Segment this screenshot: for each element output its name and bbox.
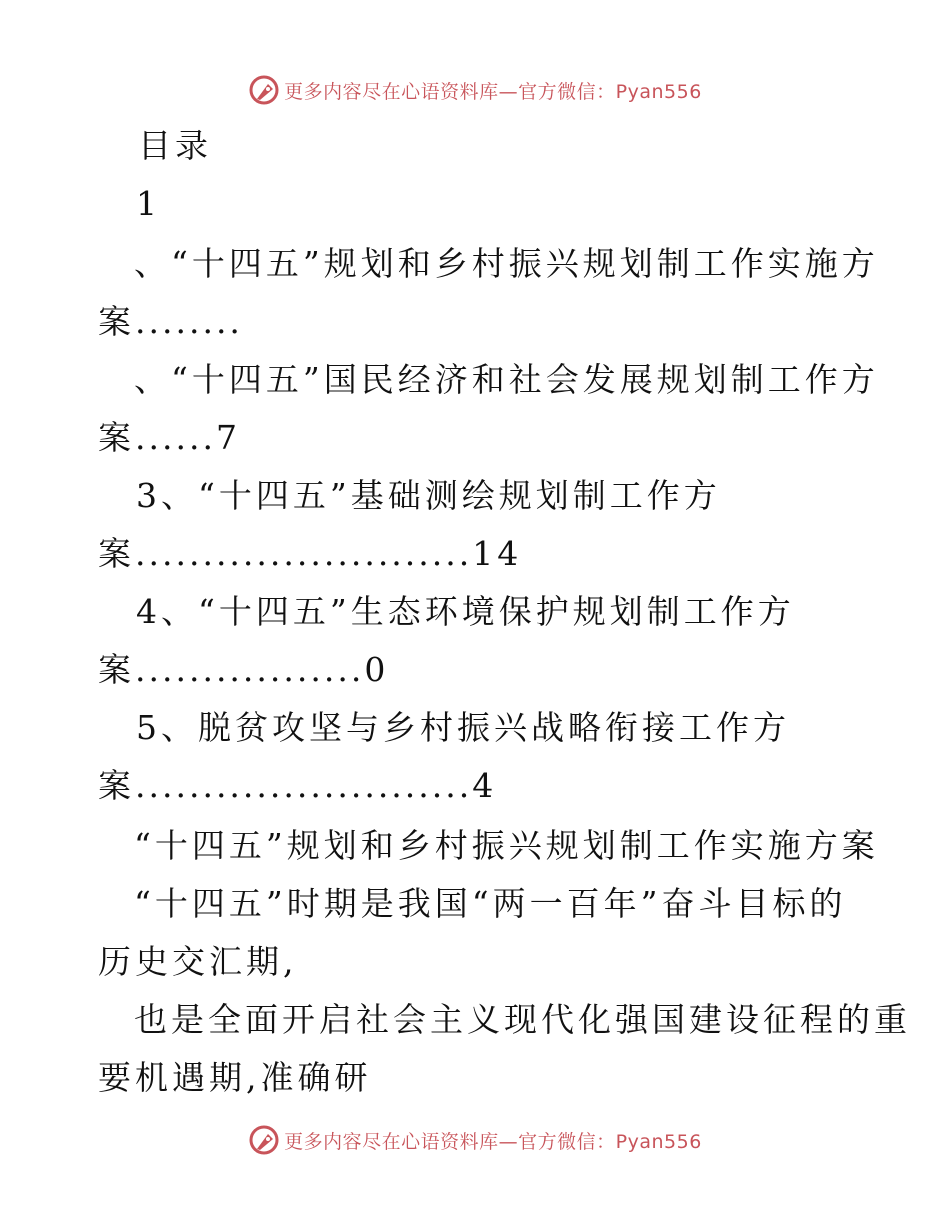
toc-entry-5-title: 5、脱贫攻坚与乡村振兴战略衔接工作方 xyxy=(136,708,790,747)
footer-banner xyxy=(0,1120,950,1160)
toc-entry-2-tail: 案 xyxy=(98,418,135,457)
toc-entry-3-tail: 案 xyxy=(98,534,135,573)
paragraph-1-line-2: 历史交汇期, xyxy=(98,942,298,981)
toc-entry-5-leader: ......................... xyxy=(135,766,473,805)
toc-entry-number: 1 xyxy=(136,184,161,223)
paragraph-1-line-1: “十四五”时期是我国“两一百年”奋斗目标的 xyxy=(134,884,847,923)
toc-entry-5-page: 4 xyxy=(472,766,498,805)
toc-entry-5-continuation xyxy=(98,766,497,806)
toc-entry-4-tail: 案 xyxy=(98,650,135,689)
toc-entry-1-continuation xyxy=(98,302,243,342)
toc-entry-1-tail: 案 xyxy=(98,302,135,341)
toc-entry-2-leader: ...... xyxy=(135,418,216,457)
pen-nib-circle-icon xyxy=(248,1124,280,1156)
toc-entry-4-title: 4、“十四五”生态环境保护规划制工作方 xyxy=(136,592,795,631)
toc-entry-1-title: 、“十四五”规划和乡村振兴规划制工作实施方 xyxy=(134,244,879,283)
banner-text: 更多内容尽在心语资料库—官方微信：Pyan556 xyxy=(284,1130,702,1153)
toc-entry-2-title: 、“十四五”国民经济和社会发展规划制工作方 xyxy=(134,360,879,399)
toc-entry-4-page: 0 xyxy=(364,650,390,689)
toc-heading: 目录 xyxy=(138,126,212,165)
section-title: “十四五”规划和乡村振兴规划制工作实施方案 xyxy=(134,826,879,865)
toc-entry-4-leader: ................. xyxy=(135,650,365,689)
toc-entry-5-tail: 案 xyxy=(98,766,135,805)
toc-entry-3-leader: ......................... xyxy=(135,534,473,573)
pen-nib-circle-icon xyxy=(248,74,280,106)
paragraph-2-line-2: 要机遇期,准确研 xyxy=(98,1058,372,1097)
header-banner xyxy=(0,70,950,110)
toc-entry-2-page: 7 xyxy=(215,418,241,457)
toc-entry-2-continuation xyxy=(98,418,241,458)
toc-entry-1-leader: ........ xyxy=(135,302,243,341)
toc-entry-3-page: 14 xyxy=(472,534,523,573)
paragraph-2-line-1: 也是全面开启社会主义现代化强国建设征程的重 xyxy=(134,1000,911,1039)
toc-entry-3-continuation xyxy=(98,534,522,574)
banner-text: 更多内容尽在心语资料库—官方微信：Pyan556 xyxy=(284,80,702,103)
toc-entry-3-title: 3、“十四五”基础测绘规划制工作方 xyxy=(136,476,721,515)
toc-entry-4-continuation xyxy=(98,650,389,690)
